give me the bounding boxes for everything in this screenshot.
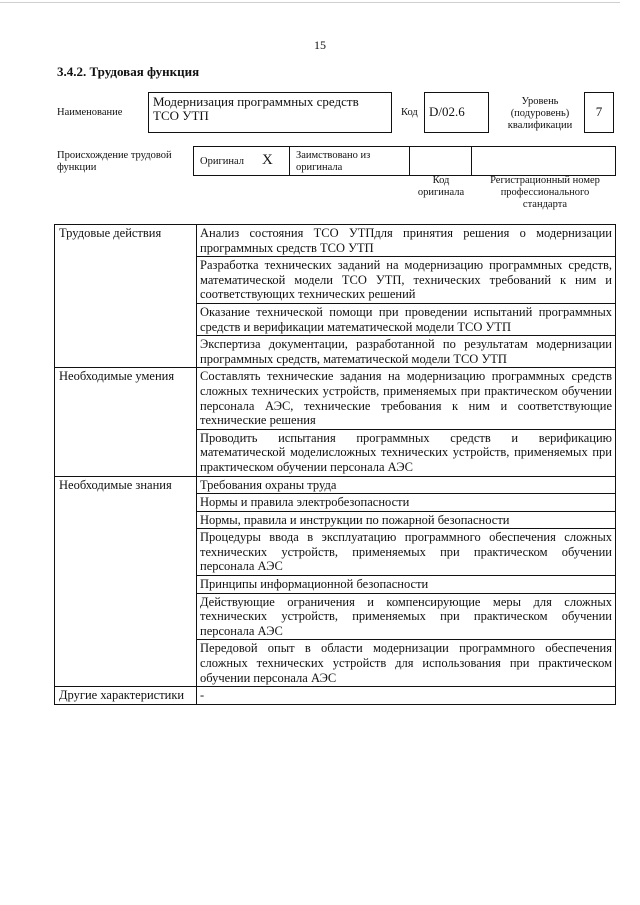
required-skills-label: Необходимые умения bbox=[55, 368, 197, 476]
knowledge-item: Принципы информационной безопасности bbox=[197, 576, 616, 594]
table-row bbox=[55, 476, 616, 494]
function-name-box: Модернизация программных средств ТСО УТП bbox=[148, 92, 392, 133]
other-characteristics-item: - bbox=[197, 687, 616, 705]
scan-edge-line bbox=[0, 2, 620, 3]
borrowed-box bbox=[289, 146, 410, 176]
labor-actions-label: Трудовые действия bbox=[55, 225, 197, 368]
section-heading: 3.4.2. Трудовая функция bbox=[57, 64, 200, 79]
labor-action-item: Оказание технической помощи при проведении испытаний программных средств и верификации математической модели ТСО УТП bbox=[197, 303, 616, 335]
level-value-box: 7 bbox=[584, 92, 614, 133]
knowledge-item: Процедуры ввода в эксплуатацию программного обеспечения сложных технических устройств, применяемых при практическом обучении персонала АЭС bbox=[197, 529, 616, 576]
registration-caption: Регистрационный номер профессионального стандарта bbox=[490, 175, 600, 210]
knowledge-item: Передовой опыт в области модернизации программного обеспечения сложных технических устройств для использования при практическом обучении персонала АЭС bbox=[197, 640, 616, 687]
table-row bbox=[55, 687, 616, 705]
knowledge-item: Нормы и правила электробезопасности bbox=[197, 494, 616, 512]
original-code-caption: Код оригинала bbox=[417, 175, 465, 198]
labor-action-item: Анализ состояния ТСО УТПдля принятия решения о модернизации программных средств ТСО УТП bbox=[197, 225, 616, 257]
skill-item: Проводить испытания программных средств и верификацию математической моделисложных технических устройств, применяемых при практическом обучении персонала АЭС bbox=[197, 429, 616, 476]
original-mark: X bbox=[262, 152, 273, 168]
code-value-box: D/02.6 bbox=[424, 92, 489, 133]
original-box bbox=[193, 146, 290, 176]
borrowed-label: Заимствовано из оригинала bbox=[296, 150, 371, 173]
knowledge-item: Действующие ограничения и компенсирующие меры для сложных технических устройств, применяемых при практическом обучении персонала АЭС bbox=[197, 593, 616, 640]
table-row bbox=[55, 368, 616, 429]
original-code-box bbox=[409, 146, 472, 176]
name-label: Наименование bbox=[57, 107, 123, 118]
level-label: Уровень (подуровень) квалификации bbox=[507, 96, 573, 131]
labor-action-item: Экспертиза документации, разработанной по результатам модернизации программных средств, математической модели ТСО УТП bbox=[197, 336, 616, 368]
knowledge-item: Нормы, правила и инструкции по пожарной безопасности bbox=[197, 511, 616, 529]
page-number: 15 bbox=[314, 38, 326, 52]
table-row bbox=[55, 225, 616, 257]
registration-number-box bbox=[471, 146, 616, 176]
origin-label: Происхождение трудовой функции bbox=[57, 150, 172, 173]
other-characteristics-label: Другие характеристики bbox=[55, 687, 197, 705]
original-label: Оригинал bbox=[200, 156, 244, 167]
knowledge-item: Требования охраны труда bbox=[197, 476, 616, 494]
code-label: Код bbox=[401, 107, 418, 118]
skill-item: Составлять технические задания на модернизацию программных средств сложных технических устройств, применяемых при практическом обучении персонала АЭС, технические требования к ним и соответствующие технические решения bbox=[197, 368, 616, 429]
function-details-table bbox=[54, 224, 616, 705]
required-knowledge-label: Необходимые знания bbox=[55, 476, 197, 687]
labor-action-item: Разработка технических заданий на модернизацию программных средств, математической модели ТСО УТП, технических требований к ним и соответствующих технических решений bbox=[197, 257, 616, 304]
